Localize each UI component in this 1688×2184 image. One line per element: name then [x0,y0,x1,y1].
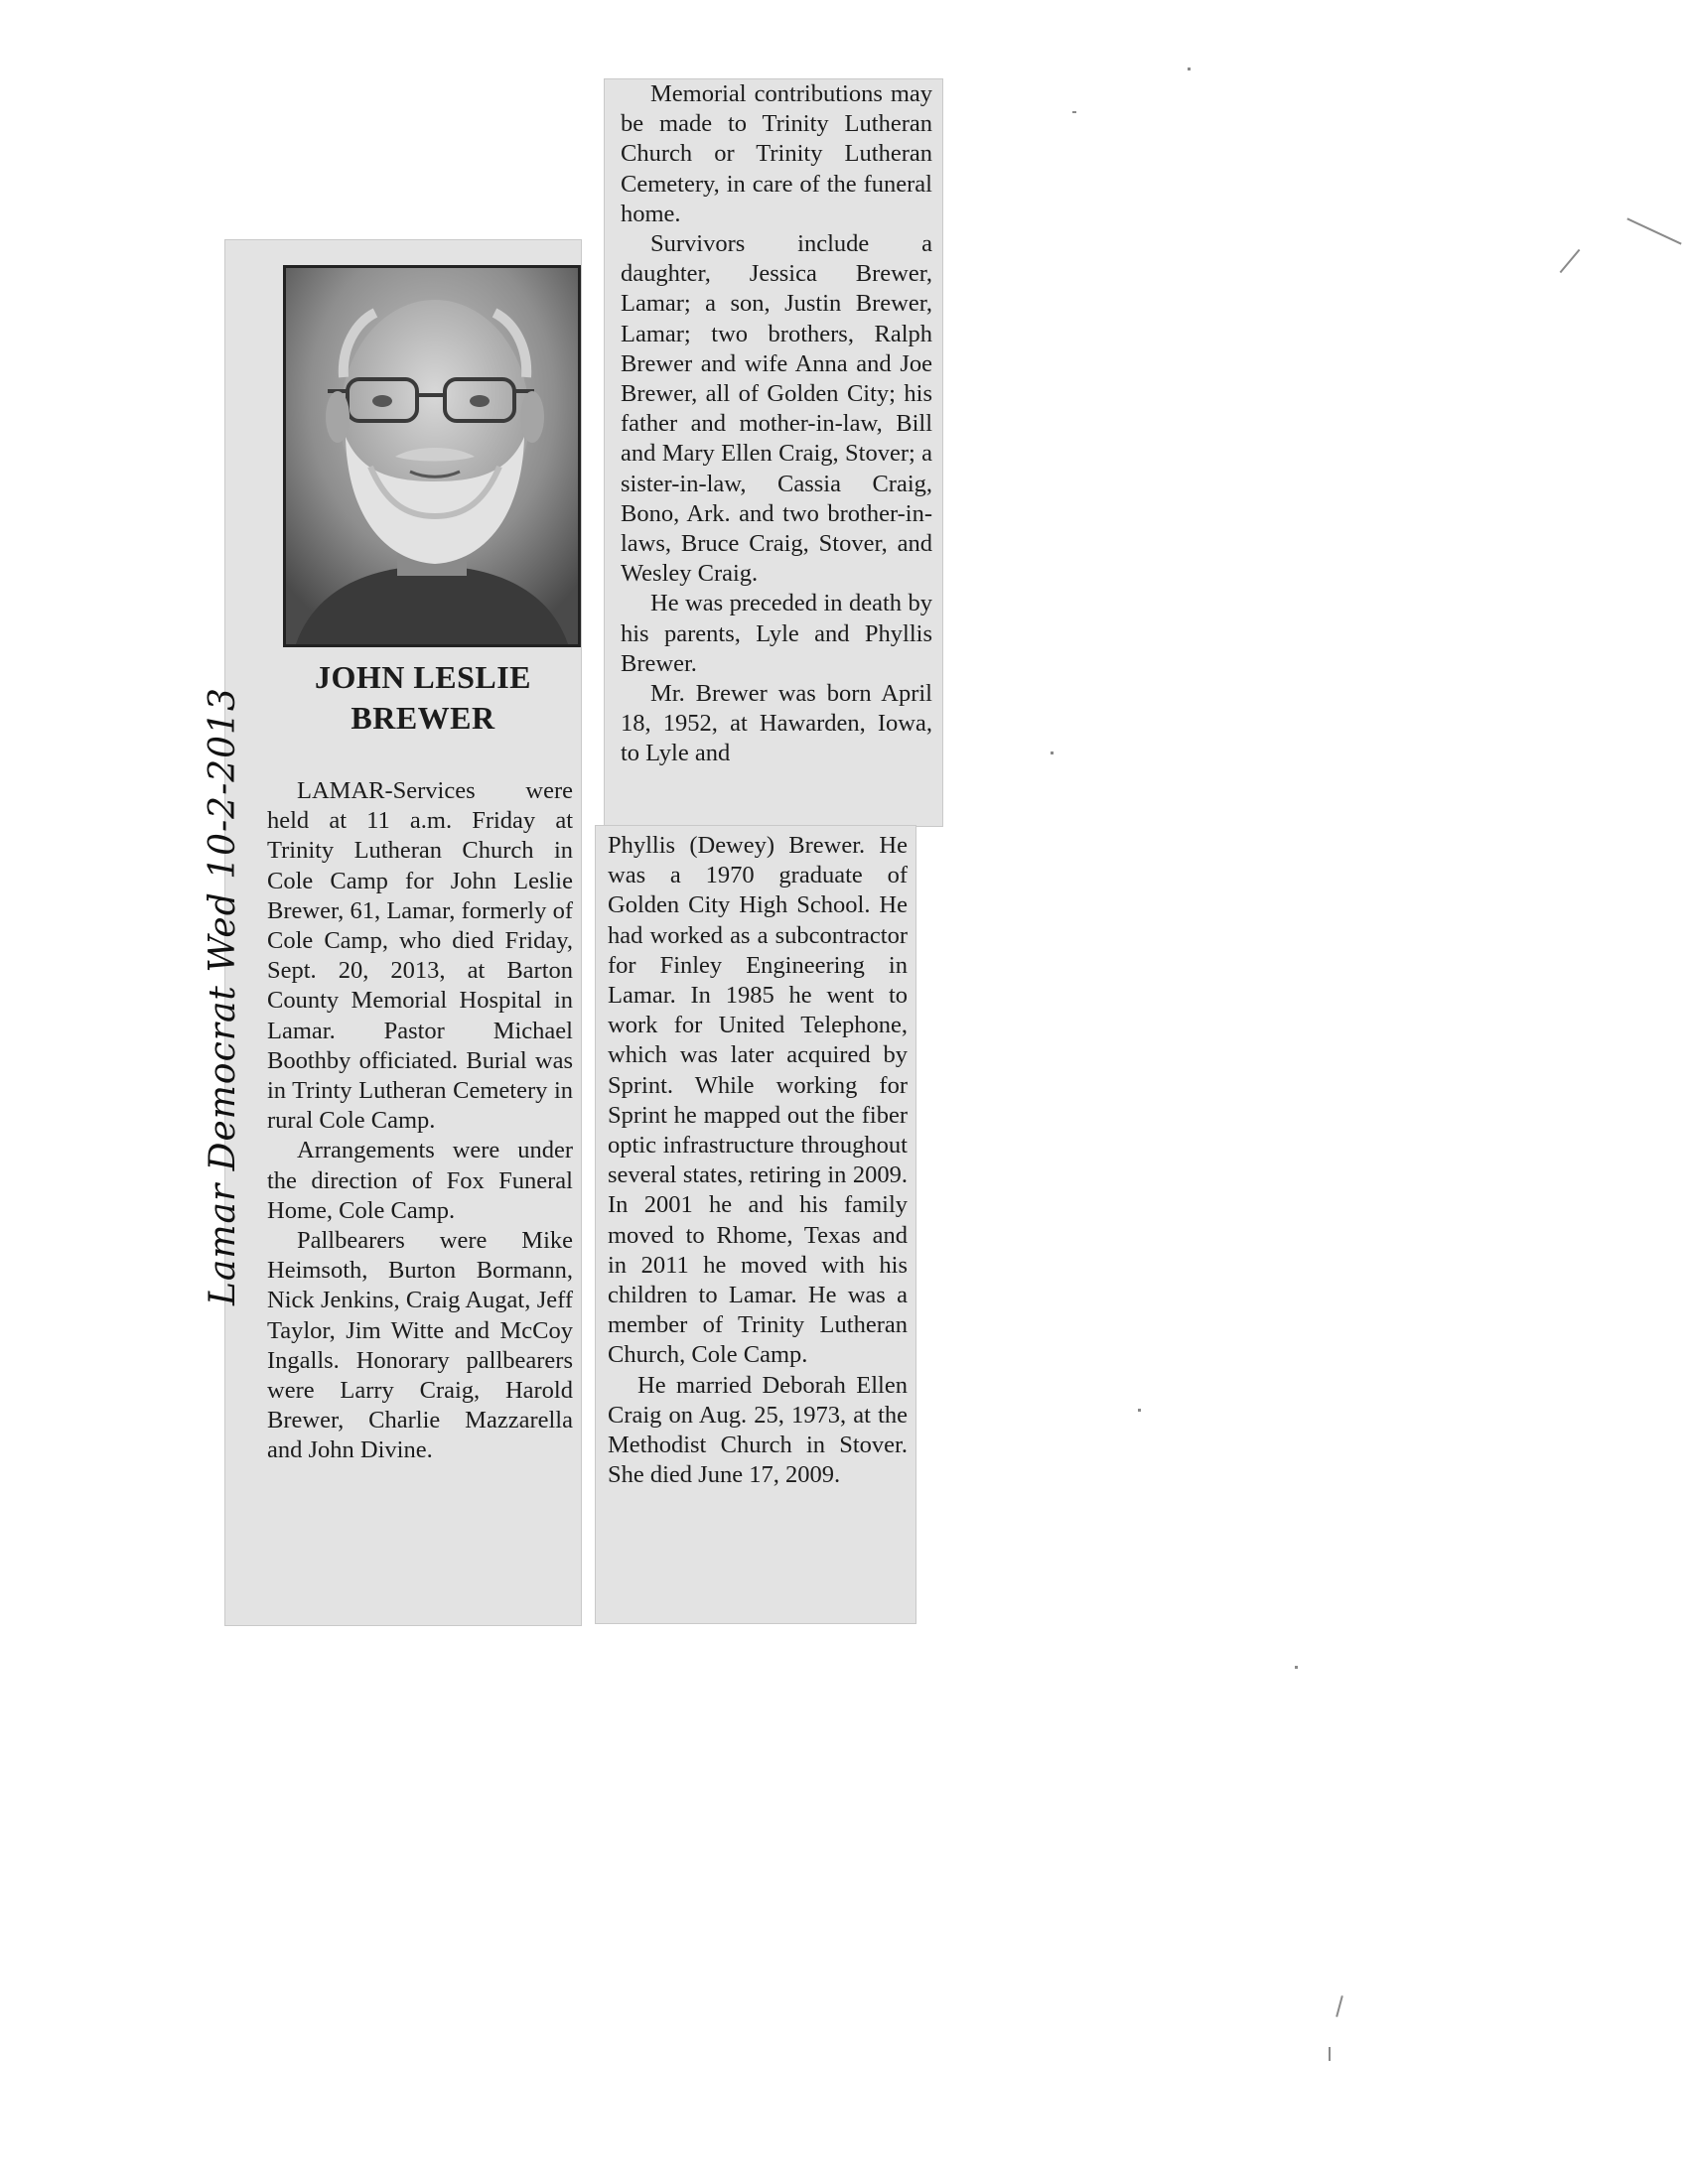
preceded-paragraph: He was preceded in death by his parents, Lyle and Phyllis Brewer. [621,590,932,677]
scan-speck [1295,1666,1298,1669]
handwritten-source-note: Lamar Democrat Wed 10-2-2013 [203,687,243,1305]
obituary-clipping-left [225,240,581,1625]
survivors-paragraph: Survivors include a daughter, Jessica Brewer, Lamar; a son, Justin Brewer, Lamar; two brothers, Ralph Brewer and wife Anna and Joe Brewer, all of Golden City; his father and mother-in-law, Bill and Mary Ellen Craig, Stover; a sister-in-law, Cassia Craig, Bono, Ark. and two brother-in-laws, Bruce Craig, Stover, and Wesley Craig. [621,230,932,588]
born-paragraph: Mr. Brewer was born April 18, 1952, at Hawarden, Iowa, to Lyle and [621,680,932,767]
career-paragraph: Phyllis (Dewey) Brewer. He was a 1970 graduate of Golden City High School. He had worked as a subcontractor for Finley Engineering in Lamar. In 1985 he went to work for United Telephone, which was later acquired by Sprint. While working for Sprint he mapped out the fiber optic infrastructure throughout several states, retiring in 2009. In 2001 he and his family moved to Rhome, Texas and in 2011 he moved with his children to Lamar. He was a member of Trinity Lutheran Church, Cole Camp. [608,832,908,1369]
left-column-text [267,776,573,1466]
arrangements-paragraph: Arrangements were under the direction of Fox Funeral Home, Cole Camp. [267,1137,573,1224]
scan-speck [1336,1995,1343,2017]
scan-speck [1560,249,1581,273]
portrait-photo [283,265,581,647]
obituary-headline: JOHN LESLIE BREWER [314,659,531,736]
obituary-clipping-right-top [605,79,942,826]
scan-speck [1072,111,1076,113]
portrait-illustration [286,268,578,644]
scan-speck [1188,68,1191,70]
right-bottom-column-text [608,831,908,1490]
scan-speck [1138,1409,1141,1412]
services-paragraph: LAMAR-Services were held at 11 a.m. Friday at Trinity Lutheran Church in Cole Camp for John Leslie Brewer, 61, Lamar, formerly of Cole Camp, who died Friday, Sept. 20, 2013, at Barton County Memorial Hospital in Lamar. Pastor Michael Boothby officiated. Burial was in Trinty Lutheran Cemetery in rural Cole Camp. [267,777,573,1135]
scan-speck [1051,751,1054,754]
memorial-paragraph: Memorial contributions may be made to Trinity Lutheran Church or Trinity Lutheran Cemetery, in care of the funeral home. [621,80,932,227]
scan-speck [1626,217,1681,244]
obituary-clipping-right-bottom [596,826,915,1623]
right-top-column-text [621,79,932,769]
marriage-paragraph: He married Deborah Ellen Craig on Aug. 25, 1973, at the Methodist Church in Stover. She died June 17, 2009. [608,1371,908,1489]
pallbearers-paragraph: Pallbearers were Mike Heimsoth, Burton Bormann, Nick Jenkins, Craig Augat, Jeff Taylor, Jim Witte and McCoy Ingalls. Honorary pallbearers were Larry Craig, Harold Brewer, Charlie Mazzarella and John Divine. [267,1227,573,1464]
scan-speck [1329,2047,1331,2061]
